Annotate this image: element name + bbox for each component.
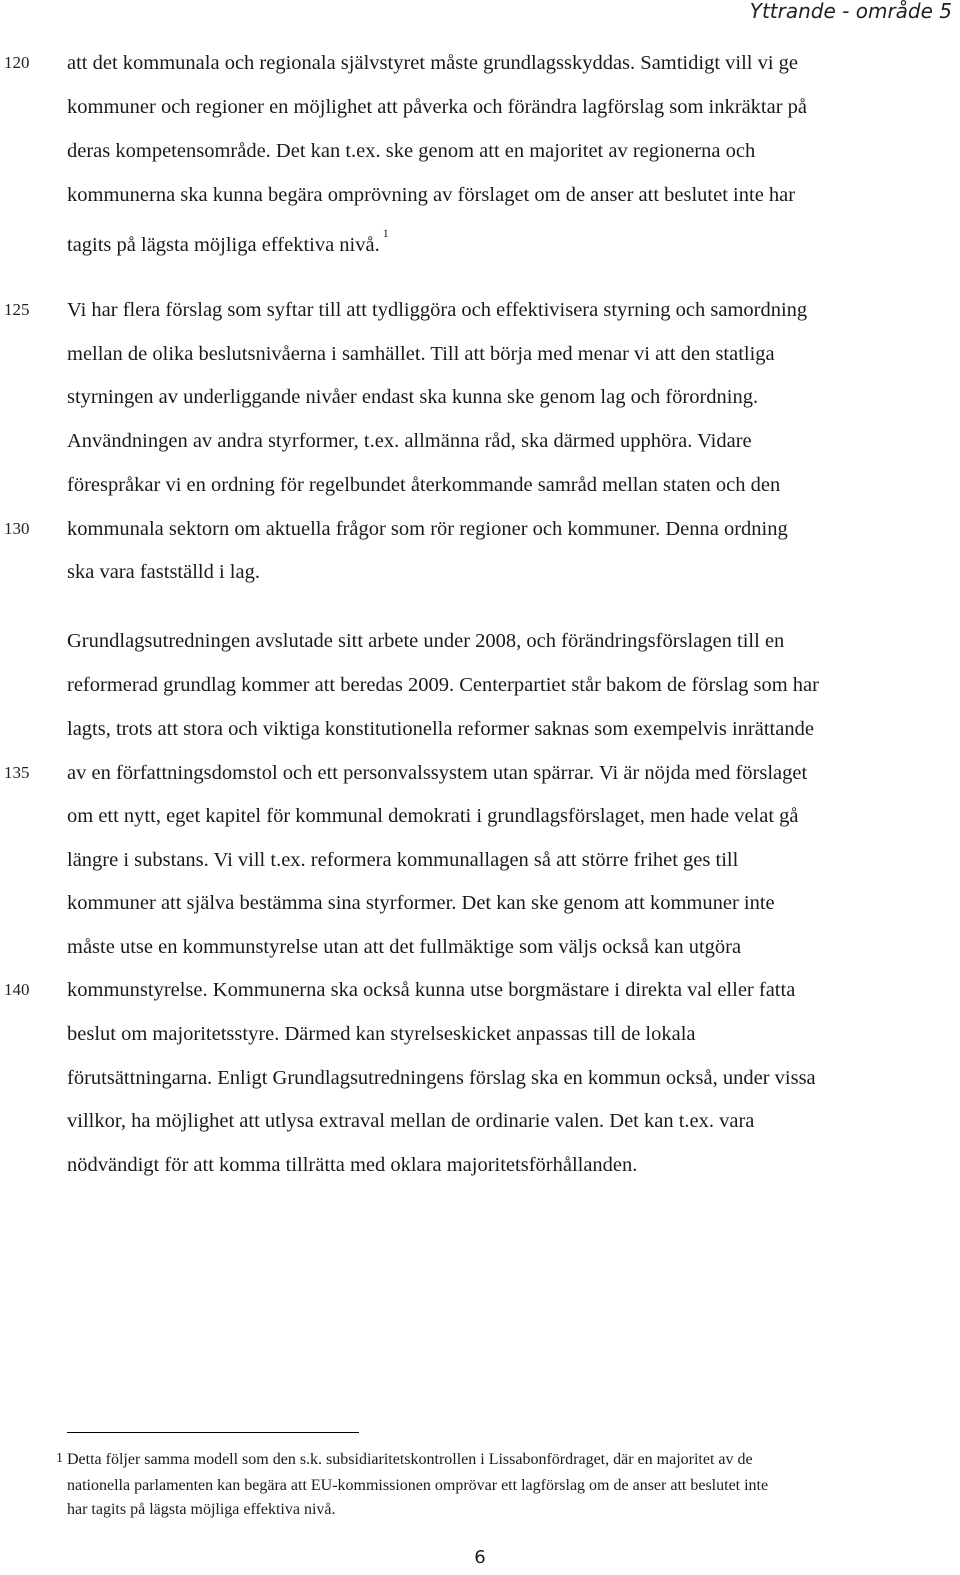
footnote-line: har tagits på lägsta möjliga effektiva nivå. bbox=[67, 1501, 336, 1518]
text-line: kommuner och regioner en möjlighet att påverka och förändra lagförslag som inkräktar på bbox=[67, 96, 808, 118]
running-header: Yttrande - område 5 bbox=[749, 0, 952, 23]
line-number: 120 bbox=[4, 53, 30, 72]
text-line: att det kommunala och regionala självstyret måste grundlagsskyddas. Samtidigt vill vi ge bbox=[67, 52, 799, 74]
text-line: förespråkar vi en ordning för regelbundet återkommande samråd mellan staten och den bbox=[67, 474, 781, 496]
text-line-content: tagits på lägsta möjliga effektiva nivå. bbox=[67, 233, 380, 256]
text-line: måste utse en kommunstyrelse utan att det fullmäktige som väljs också kan utgöra bbox=[67, 936, 742, 958]
text-line: förutsättningarna. Enligt Grundlagsutredningens förslag ska en kommun också, under vissa bbox=[67, 1067, 816, 1089]
footnote-divider bbox=[67, 1432, 359, 1433]
text-line: kommunerna ska kunna begära omprövning av förslaget om de anser att beslutet inte har bbox=[67, 184, 796, 206]
text-line: av en författningsdomstol och ett personvalssystem utan spärrar. Vi är nöjda med förslaget bbox=[67, 762, 808, 784]
text-line: villkor, ha möjlighet att utlysa extraval mellan de ordinarie valen. Det kan t.ex. vara bbox=[67, 1110, 755, 1132]
line-number: 135 bbox=[4, 763, 30, 782]
text-line: kommuner att själva bestämma sina styrformer. Det kan ske genom att kommuner inte bbox=[67, 892, 775, 914]
footnote-reference[interactable]: 1 bbox=[382, 226, 389, 240]
line-number: 130 bbox=[4, 519, 30, 538]
line-number: 140 bbox=[4, 980, 30, 999]
text-line: Vi har flera förslag som syftar till att tydliggöra och effektivisera styrning och samordning bbox=[67, 299, 808, 321]
line-number: 125 bbox=[4, 300, 30, 319]
text-line: reformerad grundlag kommer att beredas 2009. Centerpartiet står bakom de förslag som har bbox=[67, 674, 819, 696]
footnote-line bbox=[56, 1449, 952, 1471]
text-line: lagts, trots att stora och viktiga konstitutionella reformer saknas som exempelvis inrättande bbox=[67, 718, 814, 740]
text-line: nödvändigt för att komma tillrätta med oklara majoritetsförhållanden. bbox=[67, 1154, 638, 1176]
text-line: deras kompetensområde. Det kan t.ex. ske genom att en majoritet av regionerna och bbox=[67, 140, 756, 162]
footnote-line: nationella parlamenten kan begära att EU-kommissionen omprövar ett lagförslag om de anser att beslutet inte bbox=[67, 1477, 769, 1494]
text-line: om ett nytt, eget kapitel för kommunal demokrati i grundlagsförslaget, men hade velat gå bbox=[67, 805, 799, 827]
footnote-text: Detta följer samma modell som den s.k. subsidiaritetskontrollen i Lissabonfördraget, där en majoritet av de bbox=[67, 1451, 753, 1468]
text-line: Grundlagsutredningen avslutade sitt arbete under 2008, och förändringsförslagen till en bbox=[67, 630, 785, 652]
text-line: kommunstyrelse. Kommunerna ska också kunna utse borgmästare i direkta val eller fatta bbox=[67, 979, 796, 1001]
text-line: längre i substans. Vi vill t.ex. reformera kommunallagen så att större frihet ges till bbox=[67, 849, 739, 871]
text-line: kommunala sektorn om aktuella frågor som rör regioner och kommuner. Denna ordning bbox=[67, 518, 788, 540]
text-line bbox=[67, 226, 932, 258]
footnote-number: 1 bbox=[56, 1451, 63, 1466]
text-line: styrningen av underliggande nivåer endast ska kunna ske genom lag och förordning. bbox=[67, 386, 759, 408]
text-line: Användningen av andra styrformer, t.ex. allmänna råd, ska därmed upphöra. Vidare bbox=[67, 430, 752, 452]
text-line: beslut om majoritetsstyre. Därmed kan styrelseskicket anpassas till de lokala bbox=[67, 1023, 696, 1045]
text-line: ska vara fastställd i lag. bbox=[67, 561, 260, 583]
page-number: 6 bbox=[474, 1547, 486, 1568]
text-line: mellan de olika beslutsnivåerna i samhället. Till att börja med menar vi att den statliga bbox=[67, 343, 775, 365]
